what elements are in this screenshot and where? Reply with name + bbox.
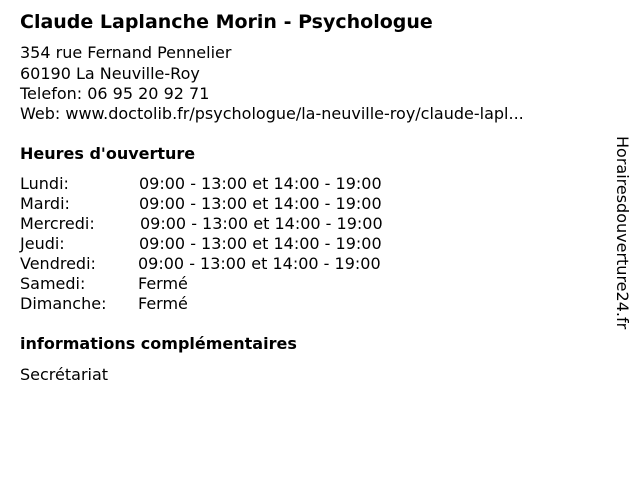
day-label: Samedi: [20,274,86,293]
day-label: Vendredi: [20,254,96,273]
day-hours: Fermé [138,274,188,293]
day-hours: 09:00 - 13:00 et 14:00 - 19:00 [138,254,381,273]
website-link[interactable]: Web: www.doctolib.fr/psychologue/la-neuville-roy/claude-lapl... [20,104,524,123]
watermark-text: Horairesdouverture24.fr [613,136,632,330]
address-street: 354 rue Fernand Pennelier [20,43,232,62]
day-hours: 09:00 - 13:00 et 14:00 - 19:00 [139,234,382,253]
day-label: Dimanche: [20,294,107,313]
business-name: Claude Laplanche Morin - Psychologue [20,11,433,33]
phone-number[interactable]: Telefon: 06 95 20 92 71 [20,84,210,103]
day-label: Lundi: [20,174,69,193]
day-label: Mercredi: [20,214,95,233]
day-hours: 09:00 - 13:00 et 14:00 - 19:00 [139,174,382,193]
address-city: 60190 La Neuville-Roy [20,64,200,83]
day-hours: 09:00 - 13:00 et 14:00 - 19:00 [139,194,382,213]
info-text: Secrétariat [20,365,109,384]
day-hours: 09:00 - 13:00 et 14:00 - 19:00 [140,214,383,233]
day-label: Jeudi: [20,234,65,253]
day-hours: Fermé [138,294,188,313]
info-heading: informations complémentaires [20,334,297,353]
hours-heading: Heures d'ouverture [20,144,196,163]
day-label: Mardi: [20,194,70,213]
